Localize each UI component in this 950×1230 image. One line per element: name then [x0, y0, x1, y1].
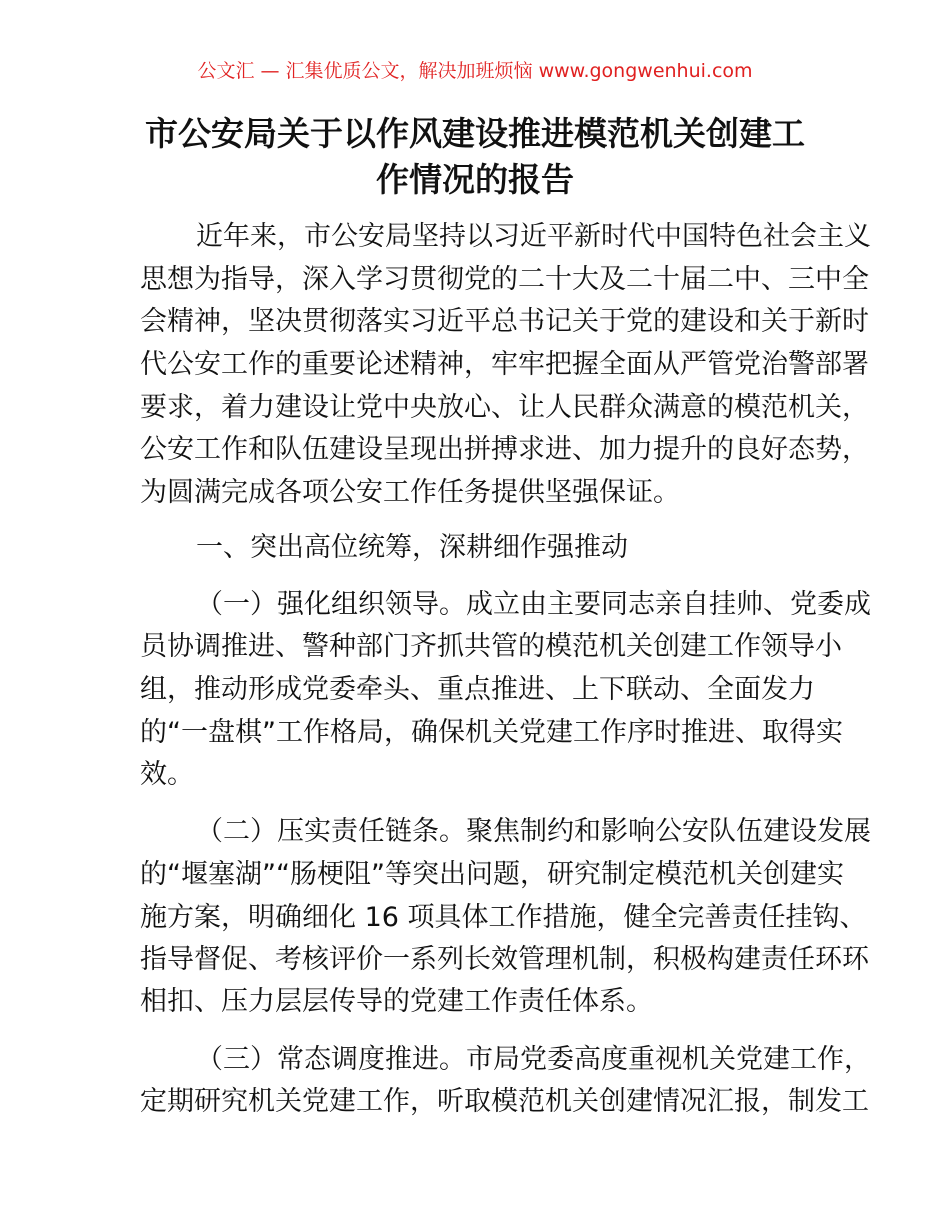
text-line: 定期研究机关党建工作，听取模范机关创建情况汇报，制发工: [140, 1086, 869, 1117]
text-line: 要求，着力建设让党中央放心、让人民群众满意的模范机关，: [140, 392, 869, 423]
text-line: 指导督促、考核评价一系列长效管理机制，积极构建责任环环: [140, 944, 869, 975]
watermark-header: 公文汇 — 汇集优质公文，解决加班烦恼 www.gongwenhui.com: [197, 60, 753, 82]
text-line: 的“一盘棋”工作格局，确保机关党建工作序时推进、取得实: [140, 717, 843, 748]
text-line: 会精神，坚决贯彻落实习近平总书记关于党的建设和关于新时: [140, 306, 869, 337]
title-line: 作情况的报告: [376, 160, 574, 199]
text-line: （三）常态调度推进。市局党委高度重视机关党建工作，: [196, 1044, 871, 1075]
section-heading: 一、突出高位统筹，深耕细作强推动: [196, 532, 628, 563]
text-line: 为圆满完成各项公安工作任务提供坚强保证。: [140, 477, 680, 508]
text-line: 员协调推进、警种部门齐抓共管的模范机关创建工作领导小: [140, 631, 842, 662]
text-line: 思想为指导，深入学习贯彻党的二十大及二十届二中、三中全: [140, 264, 869, 295]
text-line: 相扣、压力层层传导的党建工作责任体系。: [140, 986, 653, 1017]
text-line: 代公安工作的重要论述精神，牢牢把握全面从严管党治警部署: [140, 349, 869, 380]
text-line: 组，推动形成党委牵头、重点推进、上下联动、全面发力: [140, 674, 815, 705]
text-line: 施方案，明确细化 16 项具体工作措施，健全完善责任挂钩、: [140, 902, 867, 933]
text-line: （二）压实责任链条。聚焦制约和影响公安队伍建设发展: [196, 816, 871, 847]
text-line: （一）强化组织领导。成立由主要同志亲自挂帅、党委成: [196, 589, 871, 620]
title-line: 市公安局关于以作风建设推进模范机关创建工: [145, 114, 805, 153]
text-line: 的“堰塞湖”“肠梗阻”等突出问题，研究制定模范机关创建实: [140, 859, 844, 890]
text-line: 近年来，市公安局坚持以习近平新时代中国特色社会主义: [196, 221, 871, 252]
text-line: 公安工作和队伍建设呈现出拼搏求进、加力提升的良好态势，: [140, 434, 869, 465]
text-line: 效。: [140, 759, 194, 790]
